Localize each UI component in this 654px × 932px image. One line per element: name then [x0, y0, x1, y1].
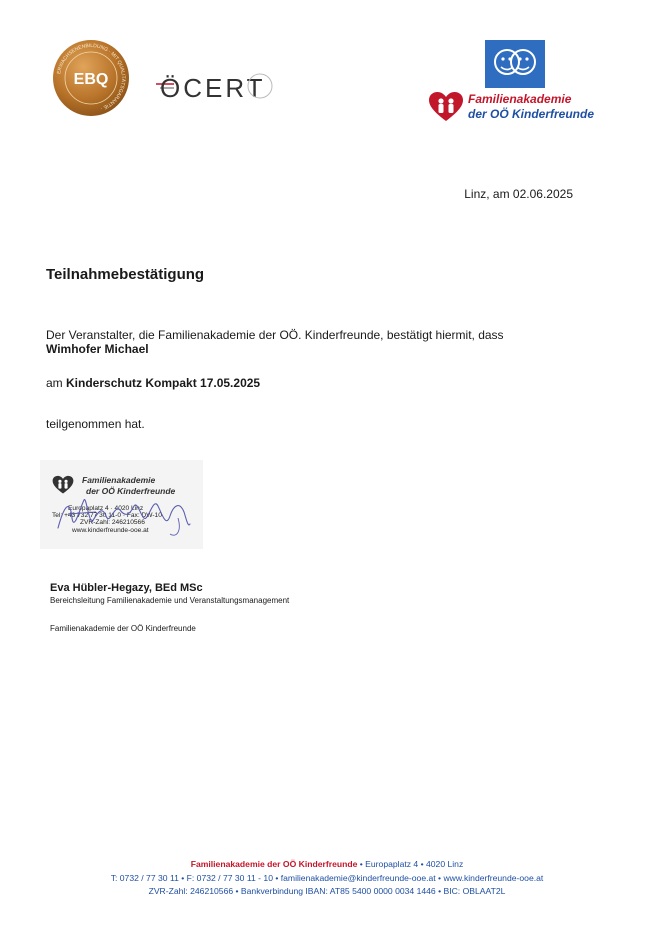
- signer-name: Eva Hübler-Hegazy, BEd MSc: [50, 582, 203, 594]
- heart-icon: [428, 92, 464, 122]
- course-name: Kinderschutz Kompakt 17.05.2025: [66, 376, 261, 390]
- footer-address: • Europaplatz 4 • 4020 Linz: [357, 859, 464, 869]
- signer-organization: Familienakademie der OÖ Kinderfreunde: [50, 624, 196, 633]
- closing-text: teilgenommen hat.: [46, 417, 145, 431]
- stamp-phone: Tel: +43 732 77 30 11-0 · Fax: DW-10: [52, 512, 162, 519]
- course-line: [46, 376, 260, 390]
- footer-address-line: [0, 859, 654, 869]
- stamp-line1: Familienakademie: [82, 475, 156, 485]
- svg-text:EBQ: EBQ: [73, 71, 109, 88]
- stamp-web: www.kinderfreunde-ooe.at: [72, 527, 149, 534]
- ebq-quality-seal-logo: [52, 39, 130, 117]
- footer-org: Familienakademie der OÖ Kinderfreunde: [190, 859, 358, 869]
- intro-text: Der Veranstalter, die Familienakademie der OÖ. Kinderfreunde, bestätigt hiermit, dass: [46, 328, 504, 342]
- document-title: Teilnahmebestätigung: [46, 266, 205, 283]
- logo-text-line2: der OÖ Kinderfreunde: [468, 107, 595, 121]
- letter-date: Linz, am 02.06.2025: [464, 187, 573, 201]
- svg-text:ERWACHSENENBILDUNG · MIT QUALI: ERWACHSENENBILDUNG · MIT QUALITÄTSGARANTIE ·: [56, 42, 127, 112]
- familienakademie-faces-logo: [485, 40, 545, 88]
- stamp-line2: der OÖ Kinderfreunde: [86, 486, 176, 496]
- footer-contact: T: 0732 / 77 30 11 • F: 0732 / 77 30 11 - 10 • familienakademie@kinderfreunde-ooe.at • www.kinderfreunde-ooe.at: [110, 873, 544, 883]
- svg-text:ÖCERT: ÖCERT: [160, 73, 266, 103]
- stamp-address: Europaplatz 4 · 4020 Linz: [68, 505, 144, 512]
- handwritten-signature: [50, 488, 200, 540]
- participant-name: Wimhofer Michael: [46, 342, 149, 356]
- signer-role: Bereichsleitung Familienakademie und Veranstaltungsmanagement: [50, 596, 290, 605]
- organization-stamp: [40, 460, 203, 549]
- course-prefix: am: [46, 376, 67, 390]
- stamp-zvr: ZVR-Zahl: 246210566: [80, 519, 145, 526]
- footer-bank: ZVR-Zahl: 246210566 • Bankverbindung IBAN: AT85 5400 0000 0034 1446 • BIC: OBLAAT2L: [148, 886, 506, 896]
- logo-text-line1: Familienakademie: [468, 92, 572, 106]
- oecert-logo: [156, 66, 276, 106]
- familienakademie-logo: [428, 92, 608, 124]
